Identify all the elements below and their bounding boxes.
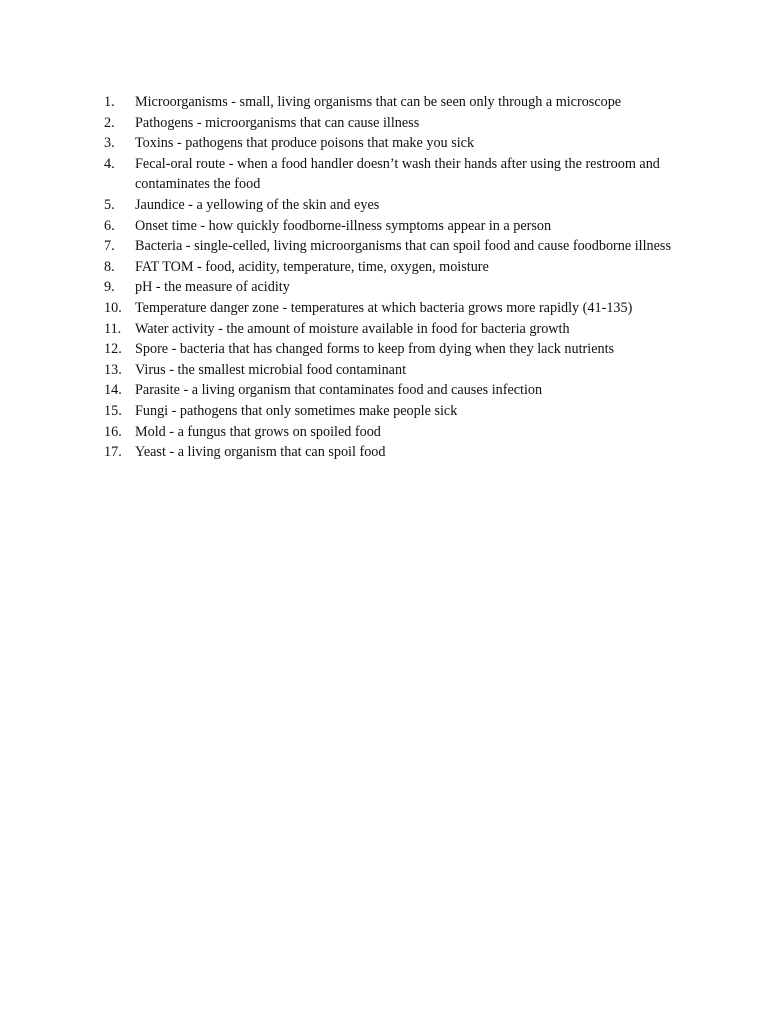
item-text: Microorganisms - small, living organisms that can be seen only through a microscope (135, 94, 622, 110)
item-text: Yeast - a living organism that can spoil food (135, 444, 386, 461)
item-number: 5. (104, 196, 115, 213)
list-item (104, 154, 684, 195)
list-item (104, 133, 684, 154)
item-number: 1. (104, 94, 115, 110)
item-number: 2. (104, 114, 115, 131)
item-text: Bacteria - single-celled, living microorganisms that can spoil food and cause foodborne illness (135, 238, 671, 255)
item-number: 6. (104, 217, 115, 234)
list-item (104, 319, 684, 340)
item-text: Fungi - pathogens that only sometimes make people sick (135, 402, 458, 419)
item-number: 11. (104, 320, 122, 337)
item-number: 12. (104, 341, 122, 358)
list-item (104, 360, 684, 381)
list-item (104, 195, 684, 216)
item-text: Parasite - a living organism that contaminates food and causes infection (135, 382, 543, 399)
item-text: pH - the measure of acidity (135, 279, 290, 296)
item-text: FAT TOM - food, acidity, temperature, time, oxygen, moisture (135, 258, 489, 275)
item-text: Onset time - how quickly foodborne-illness symptoms appear in a person (135, 217, 552, 234)
item-number: 13. (104, 361, 122, 378)
item-number: 4. (104, 155, 115, 172)
item-number: 14. (104, 382, 122, 399)
item-text: Jaundice - a yellowing of the skin and eyes (135, 196, 380, 213)
item-number: 8. (104, 258, 115, 275)
item-number: 10. (104, 299, 122, 316)
list-item (104, 257, 684, 278)
list-item (104, 277, 684, 298)
item-number: 16. (104, 423, 122, 440)
item-text: Pathogens - microorganisms that can cause illness (135, 114, 420, 131)
item-text: Water activity - the amount of moisture available in food for bacteria growth (135, 320, 570, 337)
item-text: Fecal-oral route - when a food handler doesn’t wash their hands after using the restroom and contaminates the food (135, 155, 660, 193)
item-number: 15. (104, 402, 122, 419)
list-item (104, 216, 684, 237)
vocabulary-list (104, 92, 684, 463)
list-item (104, 401, 684, 422)
item-text: Virus - the smallest microbial food contaminant (135, 361, 407, 378)
item-number: 7. (104, 238, 115, 255)
list-item (104, 380, 684, 401)
list-item (104, 442, 684, 463)
item-number: 9. (104, 279, 115, 296)
list-item (104, 339, 684, 360)
item-text: Temperature danger zone - temperatures at which bacteria grows more rapidly (41-135) (135, 299, 633, 316)
list-item (104, 92, 684, 113)
list-item (104, 236, 684, 257)
item-number: 3. (104, 135, 115, 152)
list-item (104, 422, 684, 443)
item-text: Spore - bacteria that has changed forms to keep from dying when they lack nutrients (135, 341, 615, 358)
list-item (104, 113, 684, 134)
list-item (104, 298, 684, 319)
item-text: Toxins - pathogens that produce poisons that make you sick (135, 135, 475, 152)
item-text: Mold - a fungus that grows on spoiled food (135, 423, 381, 440)
item-number: 17. (104, 444, 122, 461)
